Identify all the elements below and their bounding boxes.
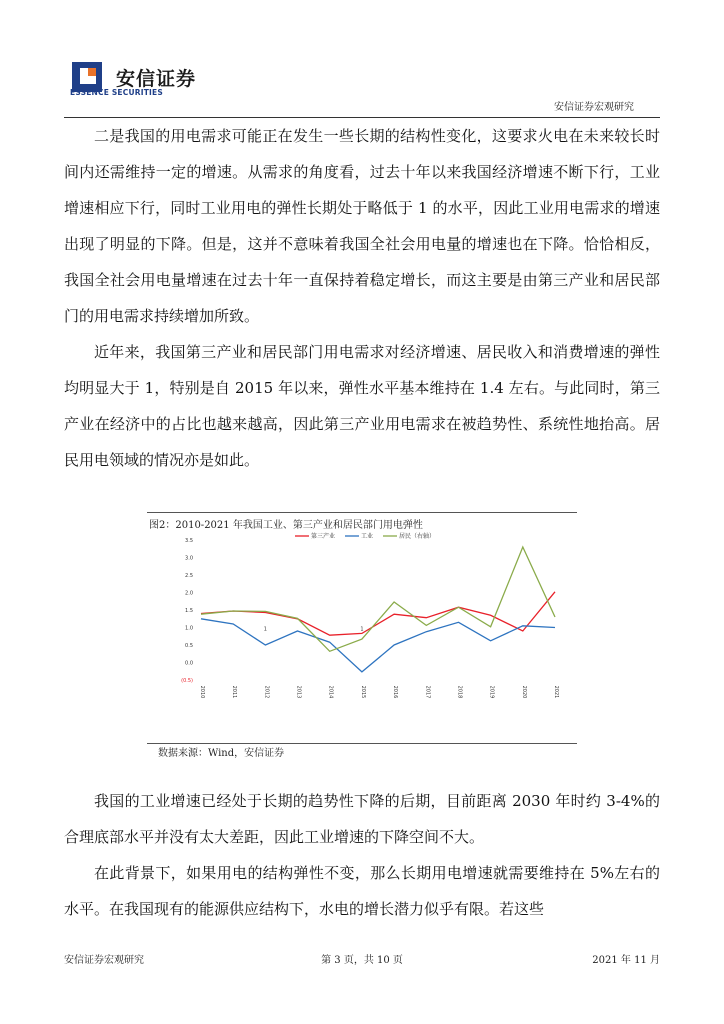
paragraph-2: 近年来，我国第三产业和居民部门用电需求对经济增速、居民收入和消费增速的弹性均明显大于 1，特别是自 2015 年以来，弹性水平基本维持在 1.4 左右。与此同时，第三产业在经济中的占比也越来越高，因此第三产业用电需求在被趋势性、系统性地抬高。居民用电领域的情况亦是如此。 xyxy=(64,343,660,469)
y-tick-label: 3.0 xyxy=(185,555,193,562)
x-tick-label: 2020 xyxy=(520,685,527,699)
y-tick-label: (0.5) xyxy=(181,678,193,684)
logo-english-name: ESSENCE SECURITIES xyxy=(70,88,163,97)
elasticity-line-chart xyxy=(175,530,575,710)
legend-label: 第三产业 xyxy=(311,533,336,540)
header-right-label: 安信证券宏观研究 xyxy=(554,102,634,113)
legend-label: 居民（右轴） xyxy=(399,533,436,540)
y-tick-label: 1.5 xyxy=(185,608,193,614)
paragraph-3: 我国的工业增速已经处于长期的趋势性下降的后期，目前距离 2030 年时约 3-4%的合理底部水平并没有太大差距，因此工业增速的下降空间不大。 xyxy=(64,792,660,846)
x-tick-label: 2012 xyxy=(263,685,270,699)
company-logo xyxy=(70,60,220,100)
y-tick-label: 0.0 xyxy=(185,660,193,667)
x-tick-label: 2021 xyxy=(553,685,559,699)
figure-source: 数据来源：Wind，安信证券 xyxy=(158,748,285,759)
figure-top-rule xyxy=(147,512,577,513)
data-annotation: 1 xyxy=(360,626,364,633)
paragraph-4: 在此背景下，如果用电的结构弹性不变，那么长期用电增速就需要维持在 5%左右的水平。在我国现有的能源供应结构下，水电的增长潜力似乎有限。若这些 xyxy=(64,864,660,918)
figure-title: 图2：2010-2021 年我国工业、第三产业和居民部门用电弹性 xyxy=(149,520,423,531)
paragraph-1: 二是我国的用电需求可能正在发生一些长期的结构性变化，这要求火电在未来较长时间内还需维持一定的增速。从需求的角度看，过去十年以来我国经济增速不断下行，工业增速相应下行，同时工业用电的弹性长期处于略低于 1 的水平，因此工业用电需求的增速出现了明显的下降。但是，这并不意味着我国全社会用电量的增速也在下降。恰恰相反，我国全社会用电量增速在过去十年一直保持着稳定增长，而这主要是由第三产业和居民部门的用电需求持续增加所致。 xyxy=(64,127,660,325)
footer-date: 2021 年 11 月 xyxy=(592,955,660,966)
series-line-工业 xyxy=(201,619,555,672)
x-tick-label: 2017 xyxy=(424,685,431,699)
data-annotation: 1 xyxy=(263,626,267,633)
figure-2 xyxy=(147,512,577,744)
x-tick-label: 2016 xyxy=(392,685,399,699)
x-tick-label: 2010 xyxy=(199,685,205,699)
x-tick-label: 2015 xyxy=(359,685,366,699)
footer-page-number: 第 3 页，共 10 页 xyxy=(321,955,403,966)
footer-left: 安信证券宏观研究 xyxy=(64,955,144,966)
y-tick-label: 1.0 xyxy=(185,625,193,632)
x-tick-label: 2019 xyxy=(488,685,495,699)
x-tick-label: 2014 xyxy=(327,685,334,699)
y-tick-label: 0.5 xyxy=(185,643,193,649)
y-tick-label: 2.5 xyxy=(185,573,193,579)
x-tick-label: 2011 xyxy=(231,685,238,699)
y-tick-label: 3.5 xyxy=(185,538,193,544)
x-tick-label: 2018 xyxy=(456,685,463,699)
y-tick-label: 2.0 xyxy=(185,590,193,597)
legend-label: 工业 xyxy=(361,533,374,540)
x-tick-label: 2013 xyxy=(295,685,302,699)
logo-chinese-name: 安信证券 xyxy=(116,68,197,90)
